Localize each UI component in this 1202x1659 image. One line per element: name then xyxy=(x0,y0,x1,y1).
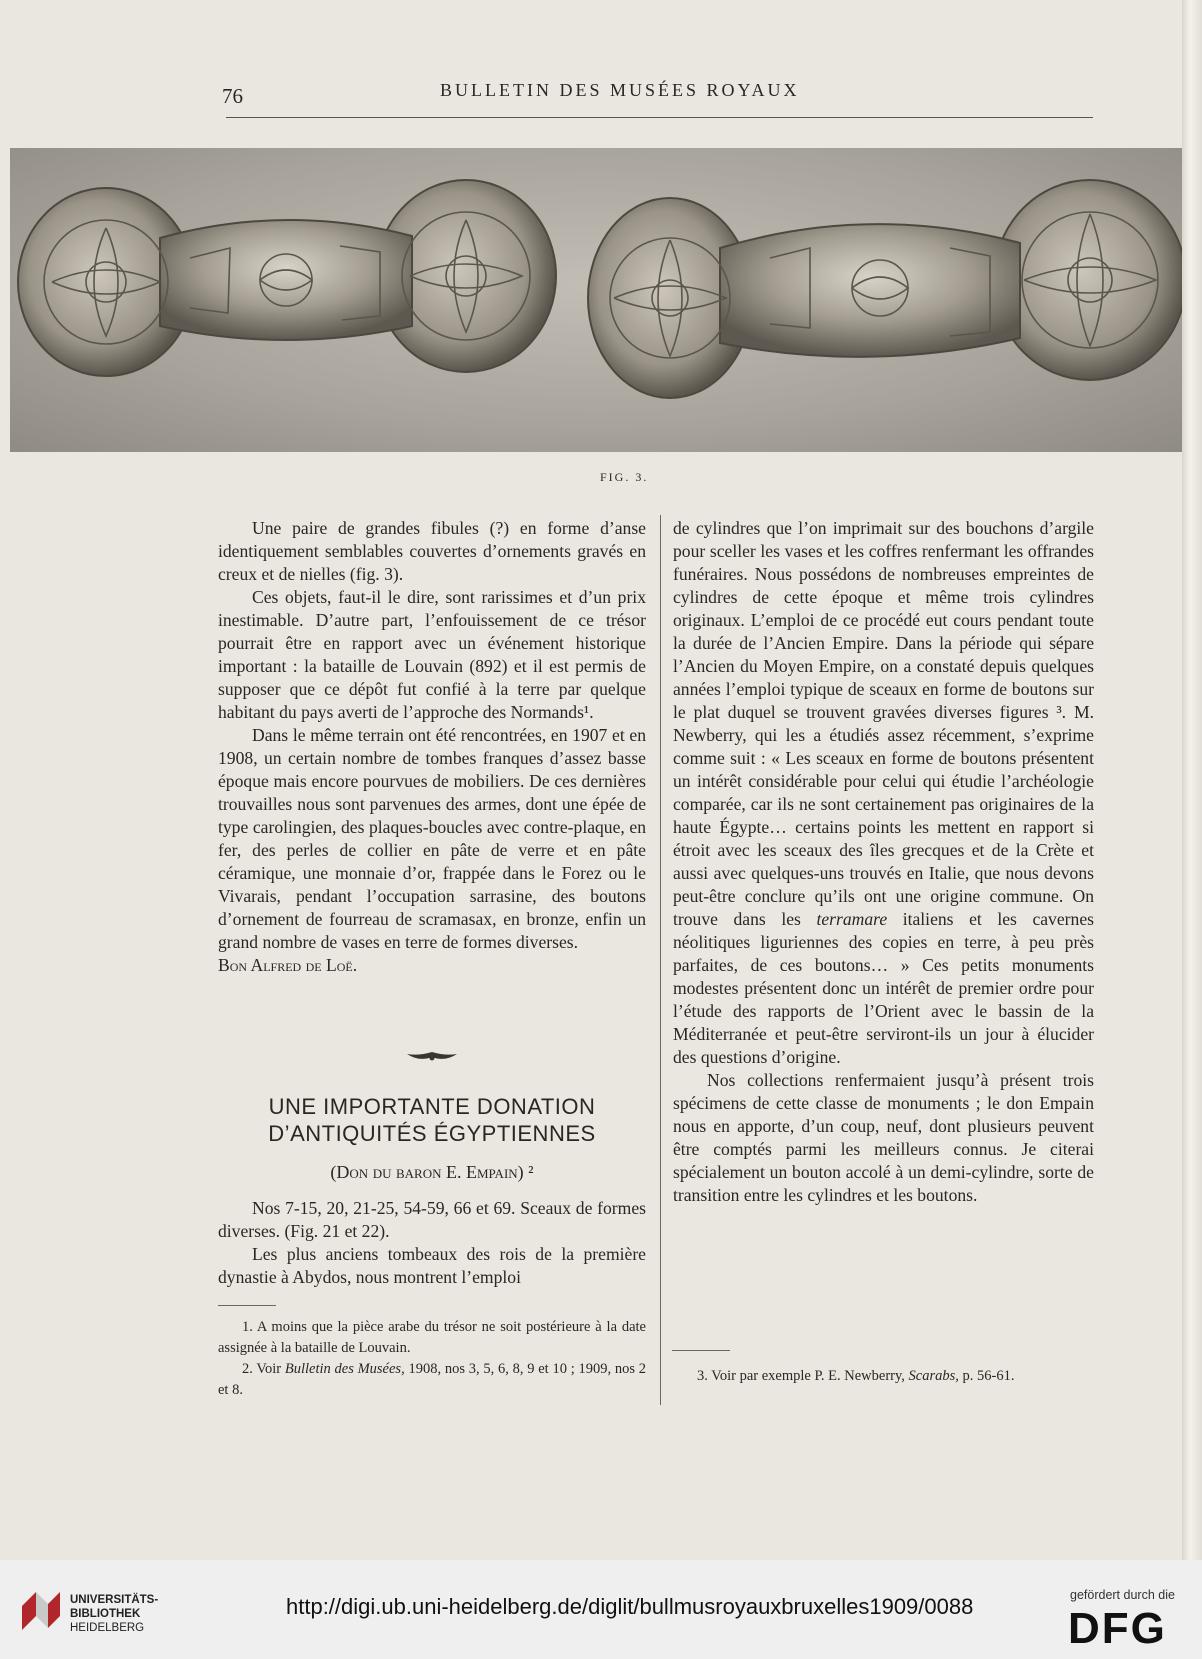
funding-label: gefördert durch die xyxy=(1070,1588,1175,1602)
text-segment: italiens et les cavernes néolitiques liguriennes des copies en terre, à peu près parfaites, de ces boutons… » Ces petits monuments modestes présentent donc un intérêt de premier ordre pour l’étude des rapports de l’Orient avec le bassin de la Méditerranée et peut-être serviront-ils un jour à élucider des questions d’origine. xyxy=(673,909,1094,1067)
header-rule xyxy=(226,117,1093,118)
fibulae-illustration xyxy=(10,148,1182,452)
library-name-line: HEIDELBERG xyxy=(70,1622,145,1634)
decorative-ornament xyxy=(405,1050,459,1064)
footnote: 1. A moins que la pièce arabe du trésor ne soit postérieure à la date assignée à la bataille de Louvain. xyxy=(218,1319,646,1356)
paragraph xyxy=(673,517,1094,1069)
footnote-italic: Scarabs, xyxy=(908,1368,959,1384)
footnote-italic: Bulletin des Musées, xyxy=(284,1361,405,1377)
footnote-text: p. 56-61. xyxy=(962,1368,1015,1384)
dfg-logo: DFG xyxy=(1068,1604,1167,1653)
fibula-right xyxy=(588,180,1182,398)
paragraph: Nos collections renfermaient jusqu’à présent trois spécimens de cette classe de monuments ; le don Empain nous en apporte, d’un coup, neuf, dont plusieurs peuvent être comptés parmi les meilleurs connus. Je citerai spécialement un bouton accolé à un demi-cylindre, sorte de transition entre les cylindres et les boutons. xyxy=(673,1070,1094,1205)
page-edge xyxy=(1182,0,1202,1560)
footnotes-right xyxy=(673,1366,1094,1387)
section-title xyxy=(218,1093,646,1147)
figure-caption: FIG. 3. xyxy=(600,470,649,484)
footnote xyxy=(673,1366,1094,1387)
footnote-rule-left xyxy=(218,1305,276,1306)
right-column xyxy=(673,517,1094,1207)
section-title-line: UNE IMPORTANTE DONATION xyxy=(268,1094,596,1119)
page-number: 76 xyxy=(222,84,243,108)
figure-photograph xyxy=(10,148,1182,452)
library-logo-icon xyxy=(18,1588,64,1634)
italic-term: terramare xyxy=(816,909,888,929)
footnote xyxy=(218,1359,646,1401)
footnote-rule-right xyxy=(672,1350,730,1351)
footnote-text: 2. Voir xyxy=(242,1361,282,1377)
footnote-text: 3. Voir par exemple P. E. Newberry, xyxy=(697,1368,905,1384)
section-title-line: D’ANTIQUITÉS ÉGYPTIENNES xyxy=(268,1121,596,1146)
column-divider xyxy=(660,515,661,1405)
text-segment: de cylindres que l’on imprimait sur des bouchons d’argile pour sceller les vases et les coffres renfermant les offrandes funéraires. Nous possédons de nombreuses empreintes de cylindres de cette époque et même trois cylindres originaux. L’emploi de ce procédé eut cours pendant toute la durée de l’Ancien Empire. Dans la période qui sépare l’Ancien du Moyen Empire, on a constaté depuis quelques années l’emploi typique de sceaux en forme de boutons sur le plat duquel se trouvent gravées diverses figures ³. M. Newberry, qui les a étudiés assez récemment, s’exprime comme suit : « Les sceaux en forme de boutons présentent un intérêt considérable pour celui qui étudie l’archéologie comparée, car ils ne sont certainement pas originaires de la haute Égypte… certains points les mettent en rapport si étroit avec les sceaux des îles grecques et de la Crète et aussi avec quelques-uns trouvés en Italie, que nous devons peut-être conclure qu’ils ont une origine commune. On trouve dans les xyxy=(673,518,1094,929)
paragraph: Une paire de grandes fibules (?) en forme d’anse identiquement semblables couvertes d’ornements gravés en creux et de nielles (fig. 3). xyxy=(218,518,646,584)
paragraph: Nos 7-15, 20, 21-25, 54-59, 66 et 69. Sceaux de formes diverses. (Fig. 21 et 22). xyxy=(218,1198,646,1241)
footnotes-left xyxy=(218,1317,646,1401)
library-name-line: BIBLIOTHEK xyxy=(70,1608,141,1620)
paragraph: Dans le même terrain ont été rencontrées, en 1907 et en 1908, un certain nombre de tombes franques d’assez basse époque mais encore pourvues de mobiliers. De ces dernières trouvailles nous sont parvenues des armes, dont une épée de type carolingien, des plaques-boucles avec contre-plaque, en fer, des perles de collier en pâte de verre et en pâte céramique, une monnaie d’or, frappée dans le Forez ou le Vivarais, pendant l’occupation sarrasine, des boutons d’ornement de fourreau de scramasax, en bronze, enfin un grand nombre de vases en terre de formes diverses. xyxy=(218,725,646,952)
left-column xyxy=(218,517,646,977)
fibula-left xyxy=(18,180,556,376)
library-name xyxy=(70,1593,158,1635)
paragraph: Les plus anciens tombeaux des rois de la première dynastie à Abydos, nous montrent l’emploi xyxy=(218,1244,646,1287)
author-signature: Bon Alfred de Loë. xyxy=(218,955,358,975)
left-column-continued xyxy=(218,1197,646,1289)
running-title: BULLETIN DES MUSÉES ROYAUX xyxy=(440,80,800,100)
source-url-link[interactable]: http://digi.ub.uni-heidelberg.de/diglit/bullmusroyauxbruxelles1909/0088 xyxy=(286,1594,974,1619)
section-subtitle: (Don du baron E. Empain) ² xyxy=(330,1162,534,1182)
footnote-text: 1908, nos 3, 5, 6, 8, 9 et 10 ; 1909, nos 2 et 8. xyxy=(218,1361,647,1398)
paragraph: Ces objets, faut-il le dire, sont rarissimes et d’un prix inestimable. D’autre part, l’enfouissement de ce trésor pourrait être en rapport avec un événement historique important : la bataille de Louvain (892) et il est permis de supposer que ce dépôt fut confié à la terre par quelque habitant du pays averti de l’approche des Normands¹. xyxy=(218,587,646,722)
library-name-line: UNIVERSITÄTS- xyxy=(70,1594,159,1606)
